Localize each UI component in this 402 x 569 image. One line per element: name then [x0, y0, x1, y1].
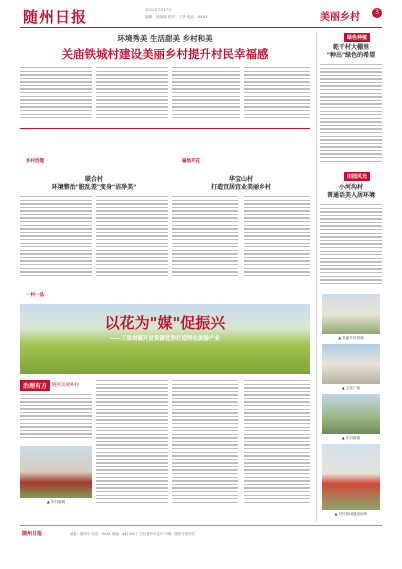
footer-rule — [20, 525, 382, 526]
right-story1-body — [320, 64, 382, 168]
lead-body-col2 — [96, 67, 168, 123]
page-number-badge: 3 — [372, 8, 382, 18]
banner-headline: 以花为"媒"促振兴 — [104, 314, 226, 332]
header-rule — [20, 27, 382, 28]
badge-green-planting: 绿色种植 — [344, 33, 370, 42]
footer-info: 地址：随州市 电话：XXXX 邮编：441300 广告经营许可证号 印刷：随州日报印务 — [70, 532, 195, 536]
lead-body-col3 — [172, 67, 240, 123]
right-story2-title: 小河沟村 普通话美人居环境 — [326, 184, 375, 199]
mid-rule — [20, 128, 310, 129]
footer-masthead: 随州日报 — [22, 531, 43, 537]
right-caption-2: ▲ 文化广场 — [341, 386, 361, 390]
badge-one-village-one-product: 一村一品 — [26, 293, 44, 298]
lead-body-col1 — [20, 67, 92, 123]
right-photo-3 — [322, 394, 380, 434]
flower-banner-image — [20, 304, 310, 374]
badge-village-governance: 乡村治理 — [26, 159, 44, 164]
right-story1-title: 乾干村大棚里 "种出"绿色的希望 — [326, 44, 376, 59]
banner-subheadline: ——三里岗镇开发资源优势打造特色旅游产业 — [109, 336, 220, 342]
center-mid-body-col2 — [244, 196, 310, 280]
left-mid-body-col1 — [20, 196, 92, 280]
center-mid-title: 华宝山村 打造宜居宜业美丽乡村 — [210, 176, 271, 191]
bottom-body-col4 — [244, 380, 310, 510]
right-photo-2 — [322, 344, 380, 384]
right-photo-1 — [322, 294, 380, 334]
bottom-label: 随州美丽乡村 — [52, 383, 79, 388]
editor-line: 编辑：吴晓丽 校对：王华 电话：XXXX — [145, 15, 208, 19]
lead-body-col4 — [244, 67, 310, 123]
left-mid-body-col2 — [96, 196, 168, 280]
bottom-left-photo — [20, 446, 92, 498]
date-line: 2021年7月17日 — [145, 8, 172, 12]
right-caption-4: ▲ 村民休闲健身场所 — [334, 512, 368, 516]
left-mid-title: 联合村 环境整治"脏乱差"变身"洁净美" — [51, 176, 137, 191]
badge-pastoral: 田园风光 — [344, 172, 370, 181]
bottom-left-caption: ▲ 乡村新貌 — [46, 500, 66, 504]
right-story2-body — [320, 204, 382, 290]
right-caption-3: ▲ 乡村新貌 — [341, 436, 361, 440]
badge-blooming: 遍地开花 — [182, 159, 200, 164]
page-title: 美丽乡村 — [320, 12, 360, 23]
bottom-body-col1 — [20, 394, 92, 442]
right-photo-4 — [322, 444, 380, 510]
bottom-badge: 治理有方 — [20, 380, 50, 391]
center-mid-body-col1 — [172, 196, 238, 280]
lead-kicker: 环境秀美 生活甜美 乡村和美 — [117, 34, 213, 43]
lead-headline: 关庙铁城村建设美丽乡村提升村民幸福感 — [61, 47, 269, 61]
right-caption-1: ▲ 美丽乡村风貌 — [338, 336, 364, 340]
newspaper-logo: 随州日报 — [23, 8, 88, 26]
bottom-body-col3 — [172, 380, 238, 510]
bottom-body-col2 — [96, 380, 168, 510]
